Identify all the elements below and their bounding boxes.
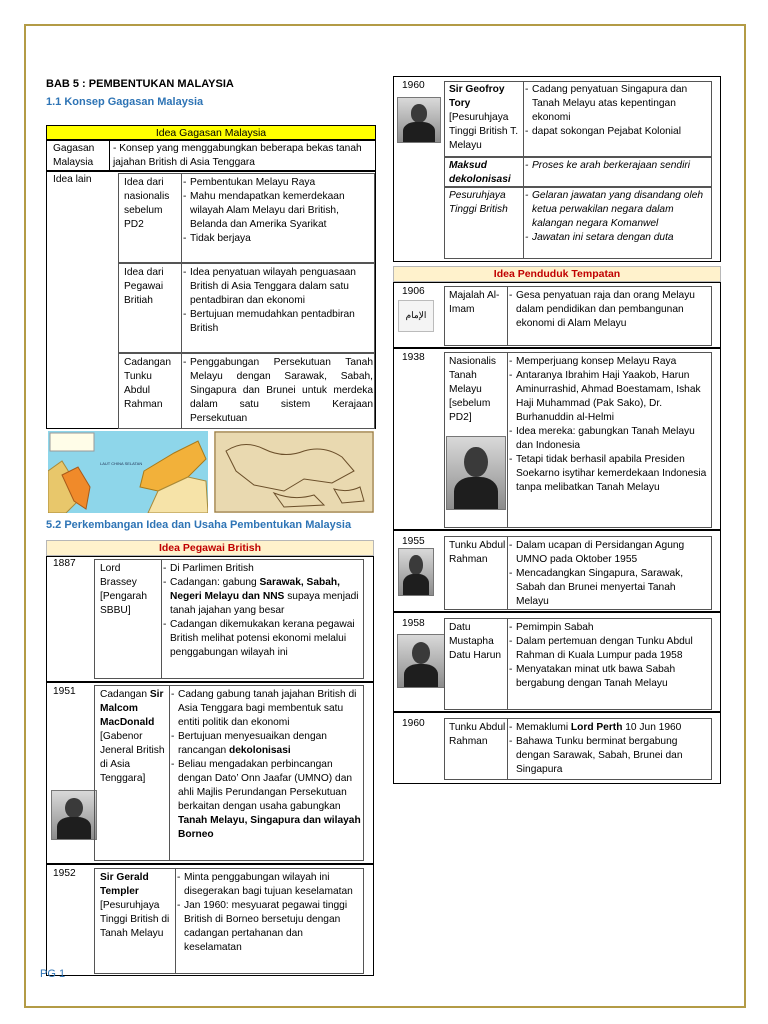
- point: - Bertujuan menyesuaikan dengan rancangan dekolonisasi: [171, 730, 363, 758]
- photo-tory: [397, 97, 441, 143]
- point: - dapat sokongan Pejabat Kolonial: [525, 125, 711, 139]
- points-alimam: [509, 289, 711, 331]
- section-title-5-2: 5.2 Perkembangan Idea dan Usaha Pembentukan Malaysia: [46, 519, 352, 531]
- map-old-svg: [214, 431, 374, 513]
- who-tunku-1960: Tunku Abdul Rahman: [449, 722, 506, 747]
- point: - Minta penggabungan wilayah ini disegerakan bagi tujuan keselamatan: [177, 871, 363, 899]
- photo-burhanuddin: [446, 436, 506, 510]
- year: 1887: [53, 558, 76, 569]
- points-tory: [525, 83, 711, 139]
- points-macdonald: [171, 688, 363, 842]
- who-tunku-1955: Tunku Abdul Rahman: [449, 540, 506, 565]
- point: - Pemimpin Sabah: [509, 621, 711, 635]
- point: - Memaklumi Lord Perth 10 Jun 1960: [509, 721, 711, 735]
- points-templer: [177, 871, 363, 955]
- gagasan-table-header: Idea Gagasan Malaysia: [46, 125, 376, 140]
- pesuruhjaya-points: [525, 189, 711, 245]
- penduduk-table: [393, 266, 721, 282]
- point: - Di Parlimen British: [163, 562, 363, 576]
- point: - Penggabungan Persekutuan Tanah Melayu dengan Sarawak, Sabah, Singapura dan Brunei untuk merdeka dalam satu sistem Kerajaan Persekutuan: [183, 356, 373, 426]
- year: 1952: [53, 868, 76, 879]
- who-nasionalis: Nasionalis Tanah Melayu [sebelum PD2]: [449, 356, 496, 423]
- tory-inner: [444, 81, 712, 157]
- gagasan-label: Gagasan Malaysia: [53, 143, 95, 168]
- point: - Menyatakan minat utk bawa Sabah bergabung dengan Tanah Melayu: [509, 663, 711, 691]
- sub-points-tunku: [183, 356, 373, 426]
- point: - Gelaran jawatan yang disandang oleh ketua perwakilan negara dalam kalangan negara Komanwel: [525, 189, 711, 231]
- sub-row-pegawai: [118, 263, 375, 353]
- sub-label-nasionalis: Idea dari nasionalis sebelum PD2: [124, 177, 170, 230]
- sub-points-pegawai: [183, 266, 373, 336]
- british-row-1951-inner: [94, 685, 364, 861]
- points-nasionalis: [509, 355, 711, 495]
- points-tunku-1960: [509, 721, 711, 777]
- photo-mustapha: [397, 634, 445, 688]
- section-title-1-1: 1.1 Konsep Gagasan Malaysia: [46, 96, 204, 108]
- who-alimam: Majalah Al-Imam: [449, 290, 500, 315]
- sub-label-pegawai: Idea dari Pegawai Britiah: [124, 267, 164, 306]
- point: - Bahawa Tunku berminat bergabung dengan Sarawak, Sabah, Brunei dan Singapura: [509, 735, 711, 777]
- pesuruhjaya-label: Pesuruhjaya Tinggi British: [449, 190, 508, 215]
- gagasan-definition: - Konsep yang menggabungkan beberapa bekas tanah jajahan British di Asia Tenggara: [113, 143, 362, 168]
- alimam-logo: [398, 300, 434, 332]
- chapter-title: BAB 5 : PEMBENTUKAN MALAYSIA: [46, 78, 234, 90]
- points-tunku-1955: [509, 539, 711, 609]
- point: - Cadangan dikemukakan kerana pegawai British melihat potensi ekonomi melalui penggabungan wilayah ini: [163, 618, 363, 660]
- penduduk-table-header: Idea Penduduk Tempatan: [393, 266, 721, 282]
- page-number: PG 1: [40, 968, 66, 980]
- who-templer: Sir Gerald Templer [Pesuruhjaya Tinggi British di Tanah Melayu: [100, 872, 170, 939]
- year: 1960: [402, 718, 425, 729]
- map-malaysia-svg: [48, 431, 208, 513]
- british-row-1887-inner: [94, 559, 364, 679]
- point: - Idea penyatuan wilayah penguasaan British di Asia Tenggara dalam satu pentadbiran dan ekonomi: [183, 266, 373, 308]
- point: - Dalam pertemuan dengan Tunku Abdul Rahman di Kuala Lumpur pada 1958: [509, 635, 711, 663]
- point: - Mahu mendapatkan kemerdekaan wilayah Alam Melayu dari British, Belanda dan Amerika Syarikat: [183, 190, 373, 232]
- who-brassey: Lord Brassey [Pengarah SBBU]: [100, 563, 148, 616]
- point: - Antaranya Ibrahim Haji Yaakob, Harun Aminurrashid, Ahmad Boestamam, Ishak Haji Muhammad (Pak Sako), Dr. Burhanuddin al-Helmi: [509, 369, 711, 425]
- alimam-logo-text: الإمام: [405, 311, 427, 321]
- map-old: [214, 431, 374, 513]
- point: - Beliau mengadakan perbincangan dengan Dato’ Onn Jaafar (UMNO) dan ahli Majlis Perundangan Persekutuan berkaitan dengan usaha gabungkan Tanah Melayu, Singapura dan wilayah Borneo: [171, 758, 363, 842]
- point: - Cadang penyatuan Singapura dan Tanah Melayu atas kepentingan ekonomi: [525, 83, 711, 125]
- sub-row-nasionalis: [118, 173, 375, 263]
- point: - Tetapi tidak berhasil apabila Presiden Soekarno isytihar kemerdekaan Indonesia tanpa melibatkan Tanah Melayu: [509, 453, 711, 495]
- gagasan-table: [46, 125, 376, 140]
- year: 1960: [402, 80, 425, 91]
- map-sea-label: LAUT CHINA SELATAN: [100, 461, 143, 466]
- point: - Jawatan ini setara dengan duta: [525, 231, 711, 245]
- maksud-row: [444, 157, 712, 187]
- pesuruhjaya-row: [444, 187, 712, 259]
- year: 1958: [402, 618, 425, 629]
- point: - Pembentukan Melayu Raya: [183, 176, 373, 190]
- point: - Cadangan: gabung Sarawak, Sabah, Negeri Melayu dan NNS supaya menjadi tanah jajahan yang besar: [163, 576, 363, 618]
- penduduk-row-1906-inner: [444, 286, 712, 346]
- points-brassey: [163, 562, 363, 660]
- british-table: [46, 540, 374, 556]
- who-tory: Sir Geofroy Tory [Pesuruhjaya Tinggi British T. Melayu: [449, 84, 519, 151]
- maksud-text: [525, 159, 711, 173]
- sub-row-tunku: [118, 353, 375, 429]
- point: - Bertujuan memudahkan pentadbiran British: [183, 308, 373, 336]
- point: - Cadang gabung tanah jajahan British di Asia Tenggara bagi membentuk satu entiti politik dan ekonomi: [171, 688, 363, 730]
- point: - Tidak berjaya: [183, 232, 373, 246]
- year: 1938: [402, 352, 425, 363]
- who-mustapha: Datu Mustapha Datu Harun: [449, 622, 502, 661]
- point: - Dalam ucapan di Persidangan Agung UMNO pada Oktober 1955: [509, 539, 711, 567]
- point: - Jan 1960: mesyuarat pegawai tinggi British di Borneo bersetuju dengan cadangan pertahanan dan keselamatan: [177, 899, 363, 955]
- year: 1955: [402, 536, 425, 547]
- penduduk-row-1958-inner: [444, 618, 712, 710]
- point: - Memperjuang konsep Melayu Raya: [509, 355, 711, 369]
- british-table-header: Idea Pegawai British: [46, 540, 374, 556]
- penduduk-row-1960-inner: [444, 718, 712, 780]
- sub-label-tunku: Cadangan Tunku Abdul Rahman: [124, 357, 172, 410]
- year: 1951: [53, 686, 76, 697]
- maksud-label: Maksud dekolonisasi: [449, 160, 511, 185]
- photo-tunku-1955: [398, 548, 434, 596]
- penduduk-row-1955-inner: [444, 536, 712, 610]
- who-macdonald: Cadangan Sir Malcom MacDonald [Gabenor Jeneral British di Asia Tenggara]: [100, 689, 165, 784]
- point: - Gesa penyatuan raja dan orang Melayu dalam pendidikan dan pembangunan ekonomi di Alam Melayu: [509, 289, 711, 331]
- british-row-1952-inner: [94, 868, 364, 974]
- points-mustapha: [509, 621, 711, 691]
- photo-macdonald: [51, 790, 97, 840]
- gagasan-row: [46, 140, 376, 171]
- sub-points-nasionalis: [183, 176, 373, 246]
- map-malaysia: [48, 431, 208, 513]
- point: - Mencadangkan Singapura, Sarawak, Sabah dan Brunei menyertai Tanah Melayu: [509, 567, 711, 609]
- year: 1906: [402, 286, 425, 297]
- idea-lain-label: Idea lain: [53, 174, 92, 185]
- point: - Idea mereka: gabungkan Tanah Melayu dan Indonesia: [509, 425, 711, 453]
- point: - Proses ke arah berkerajaan sendiri: [525, 159, 711, 173]
